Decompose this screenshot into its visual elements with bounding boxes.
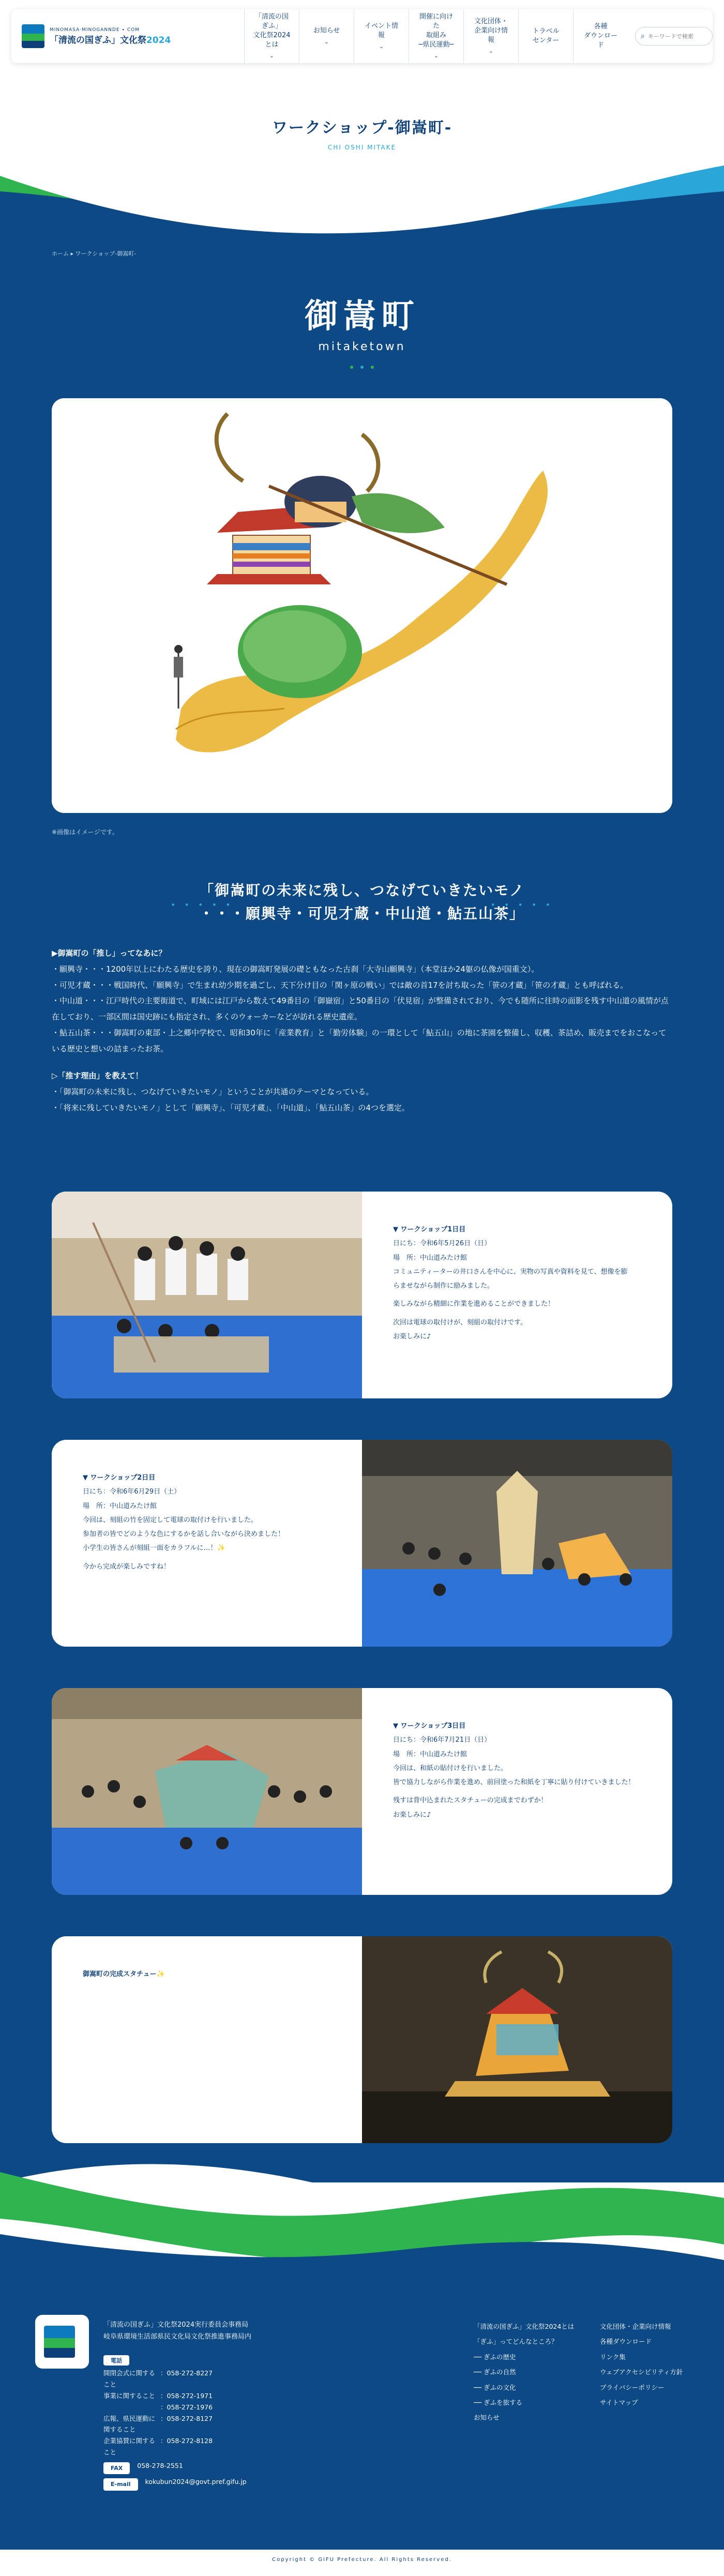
logo-small-text: MINOMASA·MINOGANNDE ∙ COM xyxy=(50,27,140,33)
logo-mark-icon xyxy=(44,2326,75,2358)
search-input[interactable] xyxy=(648,33,700,40)
tel-badge: 電話 xyxy=(103,2355,129,2366)
paragraph: ・「将来に残していきたいモノ」として「願興寺」、「可児才蔵」、「中山道」、「鮎五山茶」の4つを選定。 xyxy=(52,1103,410,1112)
phone-number[interactable]: ：058-272-8127 xyxy=(160,2414,213,2422)
town-heading xyxy=(0,290,724,369)
theme-quote xyxy=(0,879,724,926)
workshop-card-1 xyxy=(52,1192,672,1398)
logo-main-text: 「清流の国ぎふ」文化祭 xyxy=(50,35,146,46)
footer-link[interactable]: ── ぎふの歴史 xyxy=(474,2353,516,2361)
town-name-jp: 御嵩町 xyxy=(305,297,419,336)
footer-link[interactable]: ── ぎふを旅する xyxy=(474,2398,523,2406)
workshop-text-1: ▼ ワークショップ1日目 日にち：令和6年5月26日（日） 場 所：中山道みたけ館 コミュニティーターの井口さんを中心に、実物の写真や資料を見て、想像を膨 らませながら制作に励みました。 楽しみながら精細に作業を進めることができました！ 次回は電球の取付けが、刻組の取付けです。 お楽しみに♪ xyxy=(362,1192,672,1398)
phone-number[interactable]: ：058-272-1976 xyxy=(160,2403,213,2411)
workshop-title: ▼ ワークショップ2日目 xyxy=(83,1474,156,1482)
copyright: Copyright © GiFU Prefecture. All Rights Reserved. xyxy=(272,2557,452,2563)
footer-address: 「清流の国ぎふ」文化祭2024実行委員会事務局 岐阜県環境生活部県民文化局文化祭推進事務局内 xyxy=(103,2321,252,2341)
quote-deco-left: • • • • • xyxy=(171,900,234,910)
footer-link[interactable]: プライバシーポリシー xyxy=(600,2383,665,2391)
global-nav xyxy=(244,9,628,63)
nav-item-initiatives[interactable]: 開催に向けた 取組み ─県民運動─ ⌄ xyxy=(409,9,463,63)
search-box[interactable] xyxy=(635,27,713,46)
site-footer xyxy=(0,2276,724,2550)
paragraph: ・願興寺・・・1200年以上にわたる歴史を誇り、現在の御嵩町発展の礎ともなった古刹「大寺山願興寺」（本堂ほか24躯の仏像が国重文）。 xyxy=(52,964,539,974)
hero-illustration xyxy=(52,398,672,813)
email-badge: E-mail xyxy=(103,2478,138,2490)
nav-item-travel[interactable]: トラベル センター xyxy=(518,9,573,63)
nav-item-news[interactable]: お知らせ ⌄ xyxy=(299,9,354,63)
workshop-title: ▼ ワークショップ1日目 xyxy=(393,1226,466,1233)
workshop-text-final xyxy=(52,1936,362,2143)
paragraph: ・可児才蔵・・・戦国時代、「願興寺」で生まれ幼少期を過ごし、天下分け目の「関ヶ原の戦い」では敵の首17を討ち取った「笹の才蔵」「笹の才蔵」とも呼ばれる。 xyxy=(52,980,628,990)
section-heading-reason: ▷「推す理由」を教えて！ xyxy=(52,1071,143,1081)
workshop-title: 御嵩町の完成スタチュー✨ xyxy=(83,1970,165,1978)
search-icon[interactable]: ⌕ xyxy=(641,32,645,40)
phone-number[interactable]: ：058-272-8128 xyxy=(160,2437,213,2445)
quote-deco-right: • • • • • xyxy=(490,900,553,910)
chevron-down-icon: ⌄ xyxy=(489,49,493,55)
footer-contacts: 電話 開閉会式に関すること ：058-272-8227 事業に関すること ：058-272-1971 ：058-272-1976 広報、県民運動に関すること ：058-272-8127 企業協賛に関すること ：058-272-8128 FAX 058-278-2551 E-mail kokubun2024@govt.pref.gifu.jp xyxy=(103,2353,247,2493)
town-name-en: mitaketown xyxy=(318,340,406,353)
footer-logo[interactable] xyxy=(35,2315,89,2369)
workshop-card-2 xyxy=(52,1440,672,1647)
workshop-title: ▼ ワークショップ3日目 xyxy=(393,1722,466,1730)
footer-link[interactable]: ウェブアクセシビリティ方針 xyxy=(600,2368,683,2376)
footer-link[interactable]: 「ぎふ」ってどんなところ？ xyxy=(474,2338,558,2346)
footer-link[interactable]: 「清流の国ぎふ」文化祭2024とは xyxy=(474,2323,575,2330)
nav-item-events[interactable]: イベント情報 ⌄ xyxy=(354,9,409,63)
chevron-down-icon: ⌄ xyxy=(269,53,274,59)
footer-link[interactable]: ── ぎふの自然 xyxy=(474,2368,516,2376)
logo-mark-icon xyxy=(22,24,44,48)
workshop-text-3: ▼ ワークショップ3日目 日にち：令和6年7月21日（日） 場 所：中山道みたけ館 今回は、和紙の貼付けを行いました。 皆で協力しながら作業を進め、前回塗った和紙を丁寧に貼り付けていきました！ 残すは背中込まれたスタチューの完成までわずか！ お楽しみに♪ xyxy=(362,1688,672,1895)
workshop-text-2: ▼ ワークショップ2日目 日にち：令和6年6月29日（土） 場 所：中山道みたけ館 今回は、刻組の竹を固定して電球の取付けを行いました。 参加者の皆でどのような色にするかを話し合いながら決めました！ 小学生の皆さんが刻組一面をカラフルに…！✨ 今から完成が楽しみですね！ xyxy=(52,1440,362,1647)
footer-link[interactable]: 各種ダウンロード xyxy=(600,2338,652,2346)
fax-number: 058-278-2551 xyxy=(137,2462,183,2469)
quote-line-1: 「御嵩町の未来に残し、つなげていきたいモノ xyxy=(199,882,525,899)
site-logo[interactable] xyxy=(22,24,218,48)
footer-link[interactable]: ── ぎふの文化 xyxy=(474,2383,516,2391)
paragraph: ・鮎五山茶・・・御嵩町の東部・上之郷中学校で、昭和30年に「産業教育」と「勤労体験」の一環として「鮎五山」の地に茶園を整備し、収穫、茶詰め、販売までをおこなっている歴史と想いの詰まったお茶。 xyxy=(52,1028,667,1053)
section-heading-oshi: ▶御嵩町の「推し」ってなあに？ xyxy=(52,948,167,958)
statue-illustration-image xyxy=(52,398,672,813)
workshop-photo-1 xyxy=(52,1192,362,1398)
paragraph: ・中山道・・・江戸時代の主要街道で、町域には江戸から数えて49番目の「御嶽宿」と50番目の「伏見宿」が整備されており、今でも随所に往時の面影を残す中山道の風情が点在しており、一部区間は国史跡にも指定され、多くのウォーカーなどが訪れる歴史遺産。 xyxy=(52,996,669,1021)
chevron-down-icon: ⌄ xyxy=(379,44,384,50)
footer-link[interactable]: お知らせ xyxy=(474,2414,500,2422)
fax-badge: FAX xyxy=(103,2462,130,2474)
footer-links-column-2 xyxy=(600,2319,683,2410)
logo-year-text: 2024 xyxy=(146,35,171,46)
workshop-card-3 xyxy=(52,1688,672,1895)
site-header xyxy=(11,9,713,63)
bottom-wave-decoration xyxy=(0,2141,724,2296)
workshop-photo-3 xyxy=(52,1688,362,1895)
footer-link[interactable]: リンク集 xyxy=(600,2353,626,2361)
footer-links-column-1 xyxy=(474,2319,574,2426)
email-link[interactable]: kokubun2024@govt.pref.gifu.jp xyxy=(145,2478,247,2486)
paragraph: ・「御嵩町の未来に残し、つなげていきたいモノ」ということが共通のテーマとなっている。 xyxy=(52,1087,374,1096)
description-text xyxy=(52,941,672,1116)
chevron-down-icon: ⌄ xyxy=(434,53,439,59)
decorative-dots xyxy=(0,366,724,369)
breadcrumb[interactable]: ホーム ▸ ワークショップ-御嵩町- xyxy=(52,250,137,257)
chevron-down-icon: ⌄ xyxy=(324,39,329,46)
page-subtitle: CHI OSHI MITAKE xyxy=(327,144,397,151)
completed-statue-photo xyxy=(362,1936,672,2143)
phone-number[interactable]: ：058-272-1971 xyxy=(160,2391,213,2400)
workshop-card-final xyxy=(52,1936,672,2143)
image-caption: ※画像はイメージです。 xyxy=(52,828,118,836)
footer-link[interactable]: 文化団体・企業向け情報 xyxy=(600,2323,671,2330)
nav-item-organizations[interactable]: 文化団体・ 企業向け情報 ⌄ xyxy=(463,9,518,63)
phone-number[interactable]: ：058-272-8227 xyxy=(160,2369,213,2377)
nav-item-about[interactable]: 「清流の国ぎふ」 文化祭2024とは ⌄ xyxy=(244,9,299,63)
footer-link[interactable]: サイトマップ xyxy=(600,2398,638,2406)
quote-line-2: ・・・願興寺・可児才蔵・中山道・鮎五山茶」 xyxy=(199,905,525,922)
page-title: ワークショップ-御嵩町- xyxy=(272,119,452,137)
workshop-photo-2 xyxy=(362,1440,672,1647)
nav-item-downloads[interactable]: 各種 ダウンロード xyxy=(573,9,628,63)
